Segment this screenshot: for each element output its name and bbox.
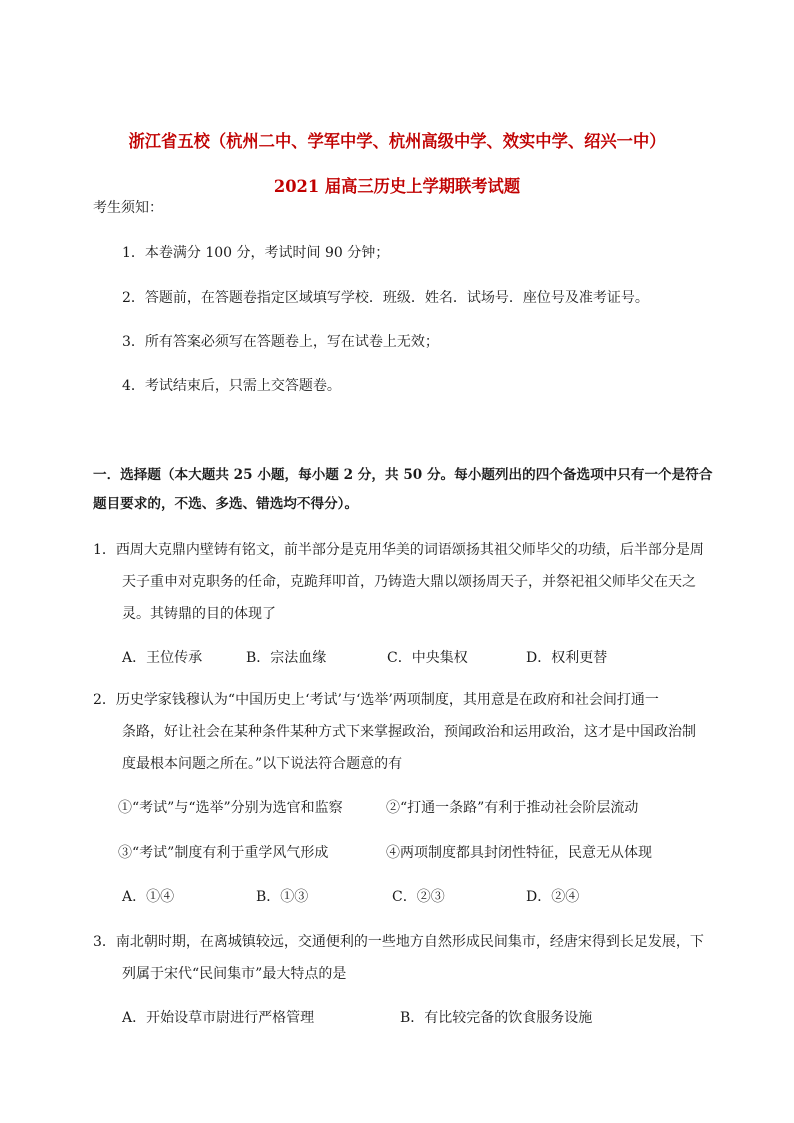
q2-statement-4: ④两项制度都具封闭性特征，民意无从体现 xyxy=(386,845,652,861)
notice-item-2: 2．答题前，在答题卷指定区域填写学校．班级．姓名．试场号．座位号及准考证号。 xyxy=(122,290,649,306)
notice-item-3: 3．所有答案必须写在答题卷上，写在试卷上无效； xyxy=(122,334,439,350)
notice-heading: 考生须知： xyxy=(93,200,163,216)
q2-stem-line-3: 度最根本问题之所在。”以下说法符合题意的有 xyxy=(122,756,403,772)
q2-statement-2: ②“打通一条路”有利于推动社会阶层流动 xyxy=(386,800,639,816)
q2-statement-1: ①“考试”与“选举”分别为选官和监察 xyxy=(118,800,343,816)
q2-option-d: D．②④ xyxy=(526,889,580,905)
q1-stem-line-2: 天子重申对克职务的任命，克跪拜叩首，乃铸造大鼎以颂扬周天子，并祭祀祖父师毕父在天之 xyxy=(122,574,696,590)
section-heading-line-2: 题目要求的，不选、多选、错选均不得分）。 xyxy=(93,496,359,512)
exam-title-line-2: 2021 届高三历史上学期联考试题 xyxy=(273,177,521,197)
q2-stem-line-2: 条路，好让社会在某种条件某种方式下来掌握政治，预闻政治和运用政治，这才是中国政治制 xyxy=(122,724,696,740)
q3-option-b: B．有比较完备的饮食服务设施 xyxy=(400,1010,593,1026)
q1-option-b: B．宗法血缘 xyxy=(246,650,327,666)
q2-option-a: A．①④ xyxy=(122,889,175,905)
section-heading-line-1: 一．选择题（本大题共 25 小题，每小题 2 分，共 50 分。每小题列出的四个备选项中只有一个是符合 xyxy=(93,467,713,483)
exam-title-line-1: 浙江省五校（杭州二中、学军中学、杭州高级中学、效实中学、绍兴一中） xyxy=(128,132,666,152)
notice-item-4: 4．考试结束后，只需上交答题卷。 xyxy=(122,378,341,394)
q1-option-c: C．中央集权 xyxy=(387,650,468,666)
q2-statement-3: ③“考试”制度有利于重学风气形成 xyxy=(118,845,329,861)
q3-stem-line-2: 列属于宋代“民间集市”最大特点的是 xyxy=(122,966,347,982)
q3-option-a: A．开始设草市尉进行严格管理 xyxy=(122,1010,315,1026)
notice-item-1: 1．本卷满分 100 分，考试时间 90 分钟； xyxy=(122,245,390,261)
q2-stem-line-1: 2．历史学家钱穆认为“中国历史上‘考试’与‘选举’两项制度，其用意是在政府和社会间打通一 xyxy=(93,692,659,708)
q1-option-d: D．权利更替 xyxy=(526,650,608,666)
q1-stem-line-3: 灵。其铸鼎的目的体现了 xyxy=(122,606,276,622)
q2-option-b: B．①③ xyxy=(256,889,309,905)
q1-stem-line-1: 1．西周大克鼎内壁铸有铭文，前半部分是克用华美的词语颂扬其祖父师毕父的功绩，后半部分是周 xyxy=(93,542,704,558)
q1-option-a: A．王位传承 xyxy=(122,650,203,666)
q3-stem-line-1: 3．南北朝时期，在离城镇较远，交通便利的一些地方自然形成民间集市，经唐宋得到长足发展，下 xyxy=(93,934,704,950)
q2-option-c: C．②③ xyxy=(392,889,445,905)
